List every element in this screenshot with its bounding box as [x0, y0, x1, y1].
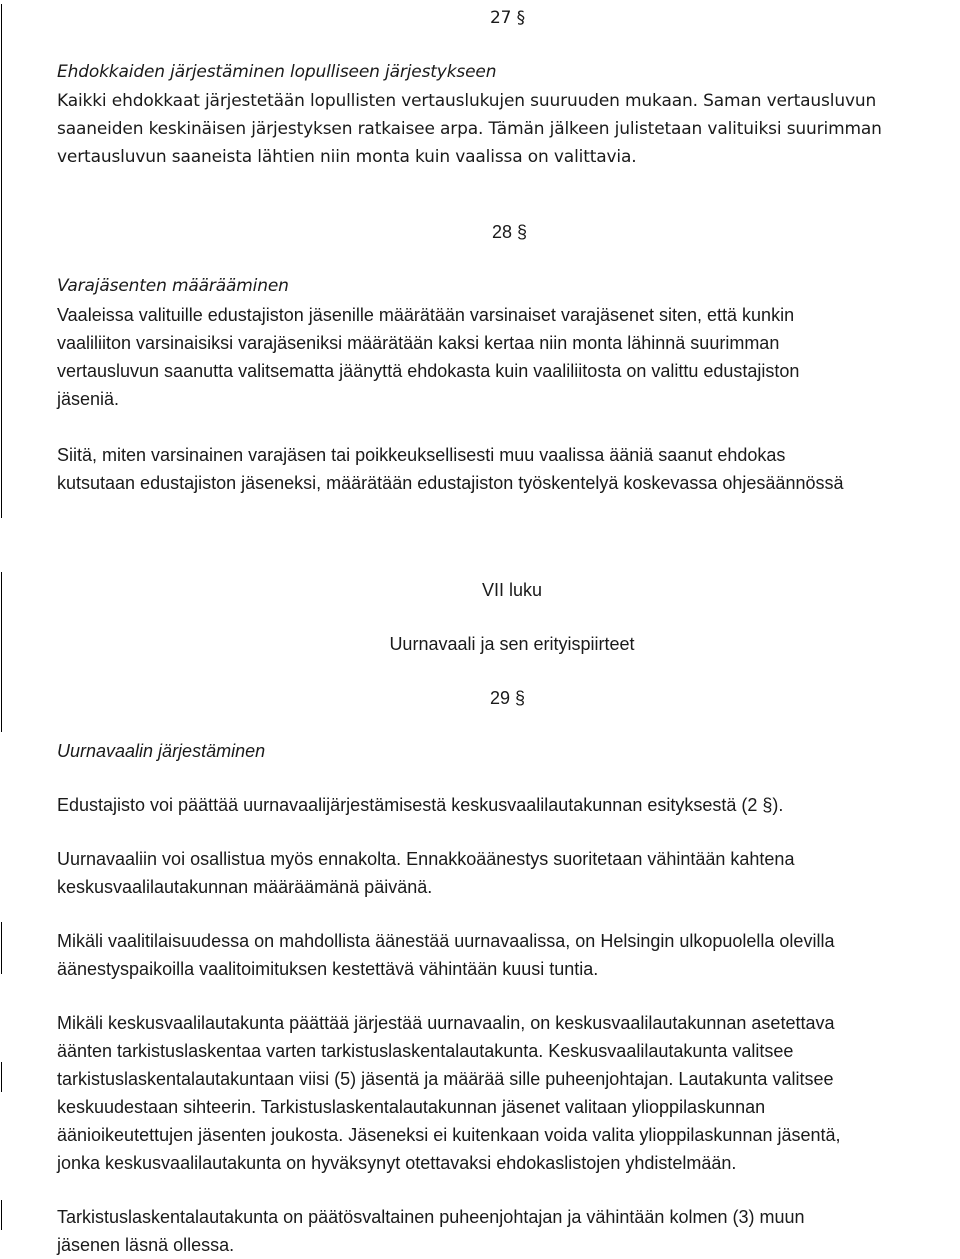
body-line: äänestyspaikoilla vaalitoimituksen kestettävä vähintään kuusi tuntia.	[57, 959, 599, 979]
chapter-title: Uurnavaali ja sen erityispiirteet	[389, 634, 635, 654]
body-line: äänten tarkistuslaskentaa varten tarkistuslaskentalautakunta. Keskusvaalilautakunta valitsee	[57, 1041, 794, 1061]
body-line: Uurnavaaliin voi osallistua myös ennakolta. Ennakkoäänestys suoritetaan vähintään kahtena	[57, 849, 795, 869]
revision-bar	[1, 1062, 2, 1092]
body-line: Kaikki ehdokkaat järjestetään lopullisten vertauslukujen suuruuden mukaan. Saman vertausluvun	[57, 91, 877, 111]
body-line: Mikäli keskusvaalilautakunta päättää järjestää uurnavaalin, on keskusvaalilautakunnan asetettava	[57, 1013, 835, 1033]
section-heading: Uurnavaalin järjestäminen	[57, 741, 266, 761]
section-number: 29 §	[490, 688, 526, 708]
body-line: vaaliliiton varsinaisiksi varajäseniksi määrätään kaksi kertaa niin monta lähinnä suurimman	[57, 333, 780, 353]
body-line: Tarkistuslaskentalautakunta on päätösvaltainen puheenjohtajan ja vähintään kolmen (3) muun	[57, 1207, 805, 1227]
body-line: Vaaleissa valituille edustajiston jäsenille määrätään varsinaiset varajäsenet siten, että kunkin	[57, 305, 795, 325]
revision-bar	[1, 922, 2, 974]
body-line: Edustajisto voi päättää uurnavaalijärjestämisestä keskusvaalilautakunnan esityksestä (2 §).	[57, 795, 784, 815]
revision-bar	[1, 1200, 2, 1230]
body-line: saaneiden keskinäisen järjestyksen ratkaisee arpa. Tämän jälkeen julistetaan valituiksi suurimman	[57, 119, 882, 139]
body-line: Siitä, miten varsinainen varajäsen tai poikkeuksellisesti muu vaalissa ääniä saanut ehdokas	[57, 445, 786, 465]
body-line: tarkistuslaskentalautakuntaan viisi (5) jäsentä ja määrää sille puheenjohtajan. Lautakunta valitsee	[57, 1069, 834, 1089]
body-line: keskuudestaan sihteerin. Tarkistuslaskentalautakunnan jäsenet valitaan ylioppilaskunnan	[57, 1097, 766, 1117]
section-number: 27 §	[490, 8, 525, 28]
body-line: jäseniä.	[57, 389, 120, 409]
body-line: äänioikeutettujen jäsenten joukosta. Jäseneksi ei kuitenkaan voida valita ylioppilaskunnan jäsentä,	[57, 1125, 841, 1145]
body-line: Mikäli vaalitilaisuudessa on mahdollista äänestää uurnavaalissa, on Helsingin ulkopuolella olevilla	[57, 931, 835, 951]
body-line: jäsenen läsnä ollessa.	[57, 1235, 235, 1255]
chapter-number: VII luku	[481, 580, 543, 600]
section-heading: Ehdokkaiden järjestäminen lopulliseen järjestykseen	[57, 62, 497, 82]
body-line: vertausluvun saanutta valitsematta jäänyttä ehdokasta kuin vaaliliitosta on valittu edustajiston	[57, 361, 800, 381]
revision-bar	[1, 572, 2, 732]
body-line: vertausluvun saaneista lähtien niin monta kuin vaalissa on valittavia.	[57, 147, 637, 167]
revision-bar	[1, 4, 2, 518]
body-line: jonka keskusvaalilautakunta on hyväksynyt otettavaksi ehdokaslistojen yhdistelmään.	[57, 1153, 737, 1173]
body-line: keskusvaalilautakunnan määräämänä päivänä.	[57, 877, 433, 897]
section-heading: Varajäsenten määrääminen	[57, 276, 289, 296]
body-line: kutsutaan edustajiston jäseneksi, määrätään edustajiston työskentelyä koskevassa ohjesäännössä	[57, 473, 844, 493]
section-number: 28 §	[492, 222, 528, 242]
